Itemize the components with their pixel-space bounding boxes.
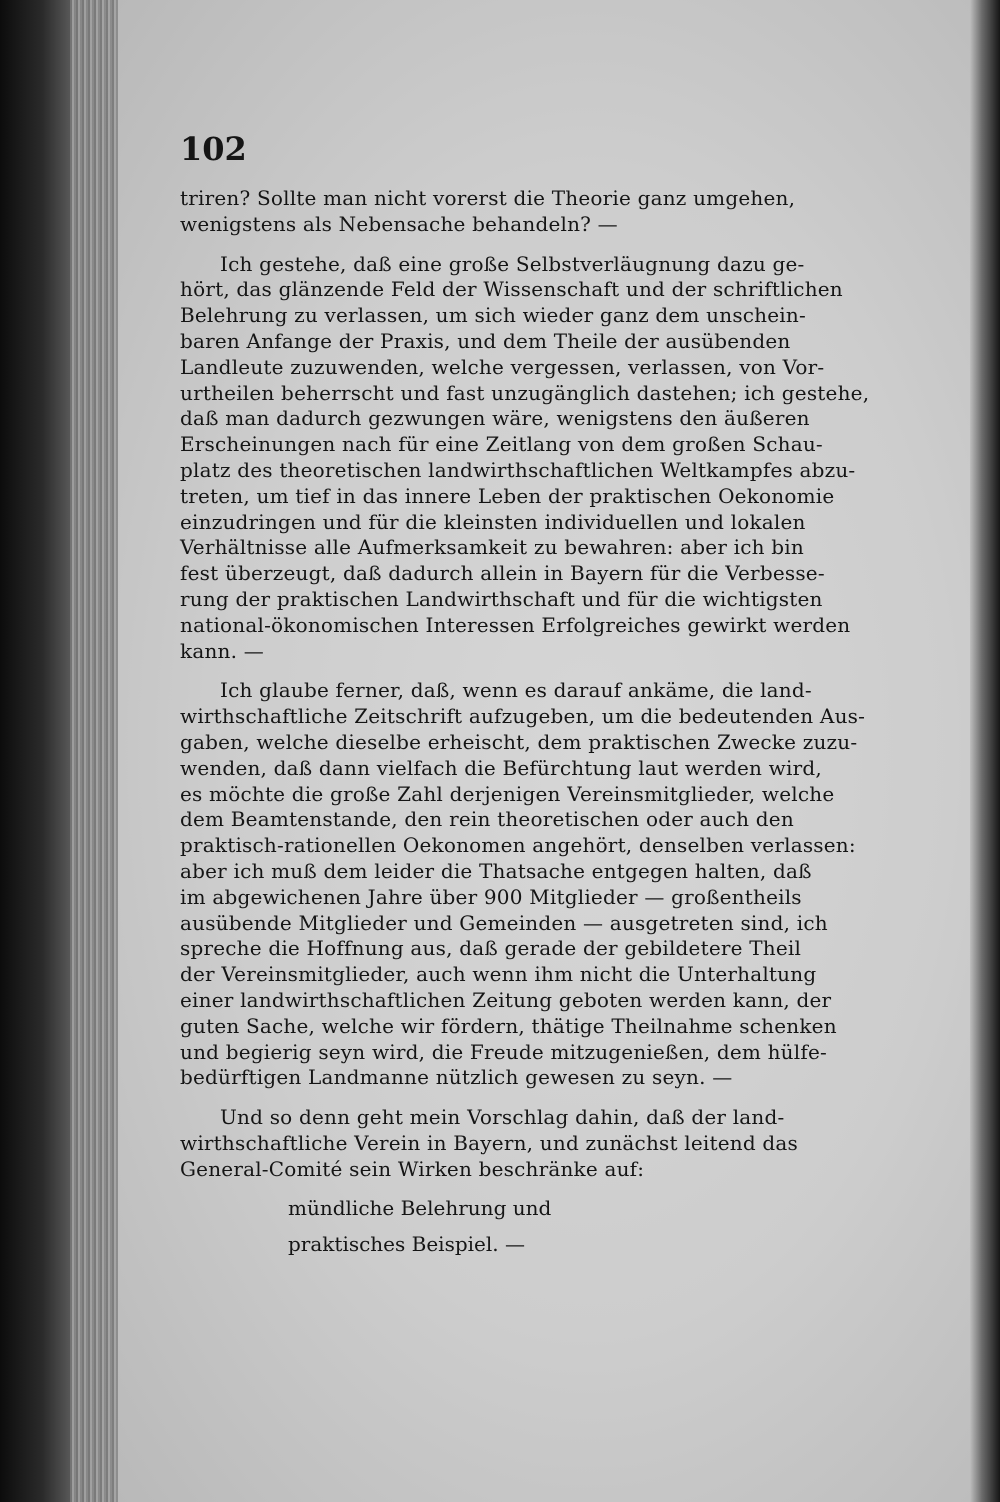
- text-line: urtheilen beherrscht und fast unzugänglich dastehen; ich gestehe,: [180, 380, 870, 405]
- text-line: daß man dadurch gezwungen wäre, wenigstens den äußeren: [180, 406, 810, 431]
- text-line: wirthschaftliche Verein in Bayern, und zunächst leitend das: [180, 1130, 799, 1155]
- text-line: im abgewichenen Jahre über 900 Mitglieder — großentheils: [180, 884, 802, 909]
- text-line: fest überzeugt, daß dadurch allein in Bayern für die Verbesse-: [180, 561, 825, 586]
- body-text: [180, 186, 940, 1182]
- text-line: hört, das glänzende Feld der Wissenschaft und der schriftlichen: [180, 277, 843, 302]
- paragraph: [180, 252, 940, 665]
- text-line: Landleute zuzuwenden, welche vergessen, verlassen, von Vor-: [180, 354, 825, 379]
- closing-list: [180, 1196, 940, 1258]
- text-line: der Vereinsmitglieder, auch wenn ihm nicht die Unterhaltung: [180, 962, 817, 987]
- text-line: Ich glaube ferner, daß, wenn es darauf ankäme, die land-: [220, 678, 812, 703]
- text-line: und begierig seyn wird, die Freude mitzugenießen, dem hülfe-: [180, 1039, 827, 1064]
- text-line: Belehrung zu verlassen, um sich wieder ganz dem unschein-: [180, 303, 806, 328]
- text-line: einzudringen und für die kleinsten individuellen und lokalen: [180, 509, 806, 534]
- text-line: General-Comité sein Wirken beschränke auf:: [180, 1156, 645, 1181]
- page-number: 102: [180, 130, 247, 168]
- paragraph: [180, 186, 940, 238]
- text-line: Ich gestehe, daß eine große Selbstverläugnung dazu ge-: [220, 251, 805, 276]
- text-line: treten, um tief in das innere Leben der praktischen Oekonomie: [180, 483, 835, 508]
- page-content: [180, 130, 940, 1258]
- text-line: bedürftigen Landmanne nützlich gewesen zu seyn. —: [180, 1065, 733, 1090]
- text-line: spreche die Hoffnung aus, daß gerade der gebildetere Theil: [180, 936, 802, 961]
- page-gutter-shadow: [970, 0, 1000, 1502]
- text-line: dem Beamtenstande, den rein theoretischen oder auch den: [180, 807, 794, 832]
- text-line: baren Anfange der Praxis, und dem Theile der ausübenden: [180, 328, 791, 353]
- text-line: triren? Sollte man nicht vorerst die Theorie ganz umgehen,: [180, 186, 796, 210]
- list-item: mündliche Belehrung und: [288, 1196, 552, 1221]
- text-line: wirthschaftliche Zeitschrift aufzugeben, um die bedeutenden Aus-: [180, 704, 866, 729]
- text-line: praktisch-rationellen Oekonomen angehört, denselben verlassen:: [180, 833, 856, 858]
- text-line: einer landwirthschaftlichen Zeitung geboten werden kann, der: [180, 987, 832, 1012]
- text-line: platz des theoretischen landwirthschaftlichen Weltkampfes abzu-: [180, 457, 856, 482]
- text-line: gaben, welche dieselbe erheischt, dem praktischen Zwecke zuzu-: [180, 729, 858, 754]
- text-line: kann. —: [180, 638, 264, 663]
- paragraph: [180, 678, 940, 1091]
- text-line: es möchte die große Zahl derjenigen Vereinsmitglieder, welche: [180, 781, 835, 806]
- text-line: national-ökonomischen Interessen Erfolgreiches gewirkt werden: [180, 612, 851, 637]
- text-line: rung der praktischen Landwirthschaft und für die wichtigsten: [180, 586, 823, 611]
- text-line: aber ich muß dem leider die Thatsache entgegen halten, daß: [180, 858, 812, 883]
- text-line: wenden, daß dann vielfach die Befürchtung laut werden wird,: [180, 755, 822, 780]
- text-line: guten Sache, welche wir fördern, thätige Theilnahme schenken: [180, 1013, 837, 1038]
- text-line: Erscheinungen nach für eine Zeitlang von dem großen Schau-: [180, 432, 823, 457]
- text-line: ausübende Mitglieder und Gemeinden — ausgetreten sind, ich: [180, 910, 828, 935]
- list-item: praktisches Beispiel. —: [288, 1232, 525, 1257]
- text-line: Und so denn geht mein Vorschlag dahin, daß der land-: [220, 1105, 785, 1130]
- text-line: Verhältnisse alle Aufmerksamkeit zu bewahren: aber ich bin: [180, 535, 804, 560]
- paragraph: [180, 1105, 940, 1182]
- text-line: wenigstens als Nebensache behandeln? —: [180, 211, 618, 236]
